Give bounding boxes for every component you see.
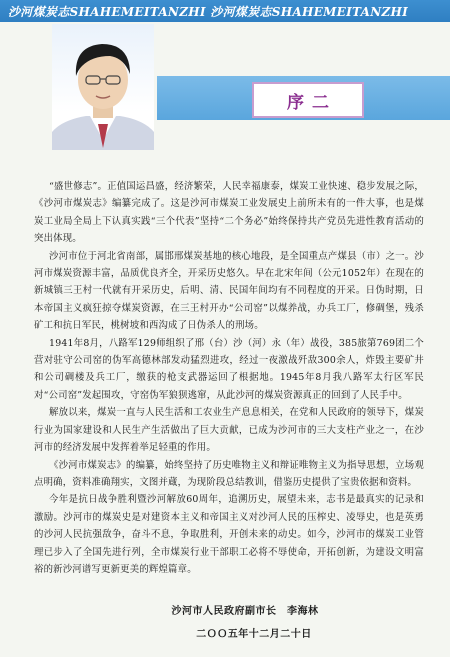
paragraph: 今年是抗日战争胜利暨沙河解放60周年，追溯历史，展望未来，志书是最真实的记录和激励。沙河市的煤炭史是对建资本主义和帝国主义对沙河人民的压榨史、凌辱史，也是英勇的沙河人民抗强敌争，奋斗不息，争取胜利，开创未来的动史。如今，沙河市的煤炭工业管理已步入了全国先进行列，全市煤炭行业干部职工必将不辱使命，开拓创新，为建设文明富裕的新沙河谱写更新更美的辉煌篇章。 [34, 494, 424, 575]
page-title: 序二 [287, 92, 337, 113]
paragraph: 沙河市位于河北省南部，属邯邢煤炭基地的核心地段，是全国重点产煤县（市）之一。沙河市煤炭资源丰富，品质优良齐全，开采历史悠久。早在北宋年间（公元1052年）在现在的新城镇三王村一代就有开采历史，后明、清、民国年间均有不同程度的开采。日伪时期，日本帝国主义疯狂掠夺煤炭资源，在三王村开办“公司窑”以煤养战，办兵工厂，修碉堡，残杀矿工和抗日军民，桃树坡和西沟成了日伪杀人的刑场。 [34, 250, 424, 332]
portrait-image [52, 24, 154, 150]
paragraph: 解放以来，煤炭一直与人民生活和工农业生产息息相关，在党和人民政府的领导下，煤炭行业为国家建设和人民生产生活做出了巨大贡献，已成为沙河市的三大支柱产业之一，在沙河市的经济发展中发挥着举足轻重的作用。 [34, 407, 424, 454]
preface-body [34, 178, 424, 578]
header-banner [0, 0, 450, 22]
paragraph: “盛世修志”。正值国运昌盛，经济繁荣，人民幸福康泰，煤炭工业快速、稳步发展之际，《沙河市煤炭志》编纂完成了。这是沙河市煤炭工业发展史上前所未有的一件大事，也是煤炭工业局全局上下认真实践“三个代表”坚持“二个务必”始终保持共产党员先进性教育活动的突出体现。 [34, 181, 424, 245]
title-box [252, 82, 364, 118]
signature-date: 二ＯＯ五年十二月二十日 [196, 629, 312, 640]
paragraph: 1941年8月，八路军129师组织了邢（台）沙（河）永（年）战役，385旅第769团二个营对驻守公司窑的伪军高德林部发动猛烈进攻，经过一夜激战歼敌300余人，炸毁主要矿井和公司碉楼及兵工厂，缴获的枪支武器运回了根据地。1945年8月我八路军太行区军民对“公司窑”发起围攻，守窑伪军狼狈逃窜，从此沙河的煤炭资源真正的回到了人民手中。 [34, 337, 424, 401]
author-portrait [52, 24, 154, 150]
paragraph: 《沙河市煤炭志》的编纂，始终坚持了历史唯物主义和辩证唯物主义为指导思想，立场观点明确，资料准确翔实，文图并蔵，为现阶段总结教训，借鉴历史提供了宝贵依据和资料。 [34, 459, 424, 488]
signature-name: 沙河市人民政府副市长 李海林 [171, 606, 319, 617]
header-banner-text: 沙河煤炭志SHAHEMEITANZHI 沙河煤炭志SHAHEMEITANZHI [8, 5, 409, 19]
